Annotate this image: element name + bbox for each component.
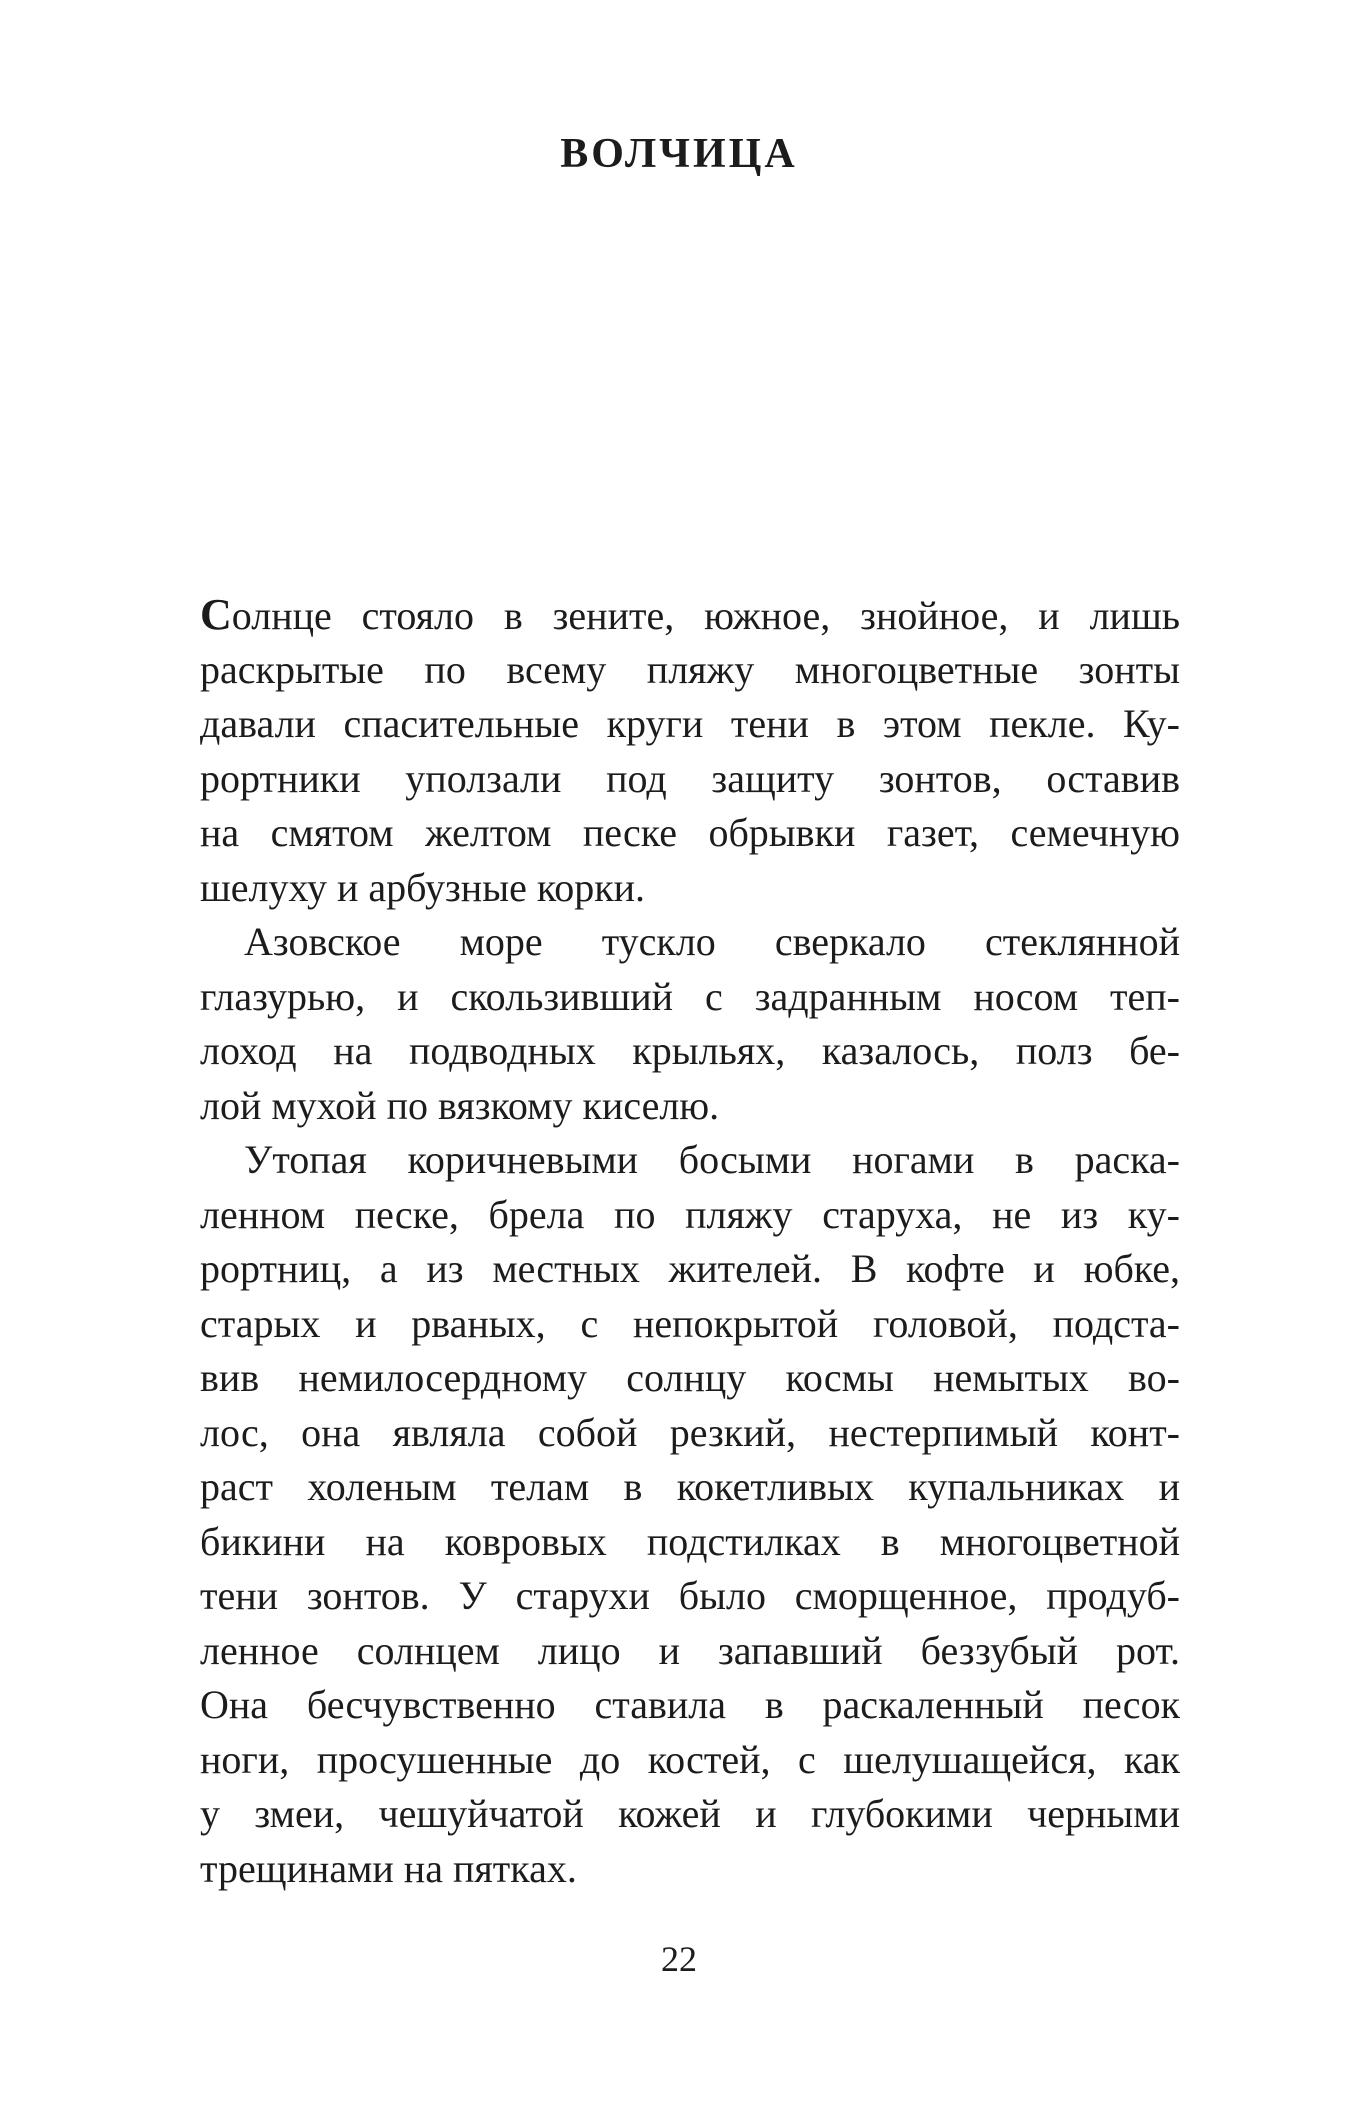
chapter-title: ВОЛЧИЦА [560, 131, 798, 177]
text-line: тени зонтов. У старухи было сморщенное, продуб- [200, 1573, 1180, 1618]
text-line: лой мухой по вязкому киселю. [200, 1082, 720, 1128]
text-line: давали спасительные круги тени в этом пекле. Ку- [200, 701, 1180, 746]
text-line: рортники уползали под защиту зонтов, оставив [200, 755, 1180, 801]
text-line: ленное солнцем лицо и запавший беззубый рот. [200, 1627, 1180, 1673]
text-line-rest: олнце стояло в зените, южное, знойное, и лишь [231, 593, 1180, 638]
text-line: шелуху и арбузные корки. [200, 864, 646, 910]
text-line: Азовское море тускло сверкало стеклянной [244, 919, 1180, 964]
page-number: 22 [661, 1939, 697, 1979]
text-line: лоход на подводных крыльях, казалось, полз бе- [200, 1028, 1180, 1073]
text-line: рортниц, а из местных жителей. В кофте и юбке, [200, 1246, 1180, 1291]
text-line: раст холеным телам в кокетливых купальниках и [200, 1464, 1180, 1509]
text-line: Утопая коричневыми босыми ногами в раска- [244, 1137, 1180, 1182]
text-line [200, 588, 1180, 643]
body-text [200, 588, 1180, 1896]
text-line: трещинами на пятках. [200, 1845, 577, 1891]
text-line: у змеи, чешуйчатой кожей и глубокими черными [200, 1791, 1180, 1836]
text-line: глазурью, и скользивший с задранным носом теп- [200, 973, 1180, 1019]
text-line: бикини на ковровых подстилках в многоцветной [200, 1518, 1180, 1564]
text-line: Она бесчувственно ставила в раскаленный песок [200, 1682, 1180, 1727]
text-line: лос, она являла собой резкий, нестерпимый конт- [200, 1409, 1180, 1455]
text-line: ноги, просушенные до костей, с шелушащейся, как [200, 1736, 1180, 1782]
text-line: раскрытые по всему пляжу многоцветные зонты [200, 646, 1180, 692]
text-line: старых и рваных, с непокрытой головой, подста- [200, 1300, 1180, 1346]
text-line: на смятом желтом песке обрывки газет, семечную [200, 810, 1180, 855]
drop-cap-letter: С [200, 590, 232, 639]
text-line: вив немилосердному солнцу космы немытых во- [200, 1355, 1180, 1400]
text-line: ленном песке, брела по пляжу старуха, не из ку- [200, 1191, 1180, 1237]
